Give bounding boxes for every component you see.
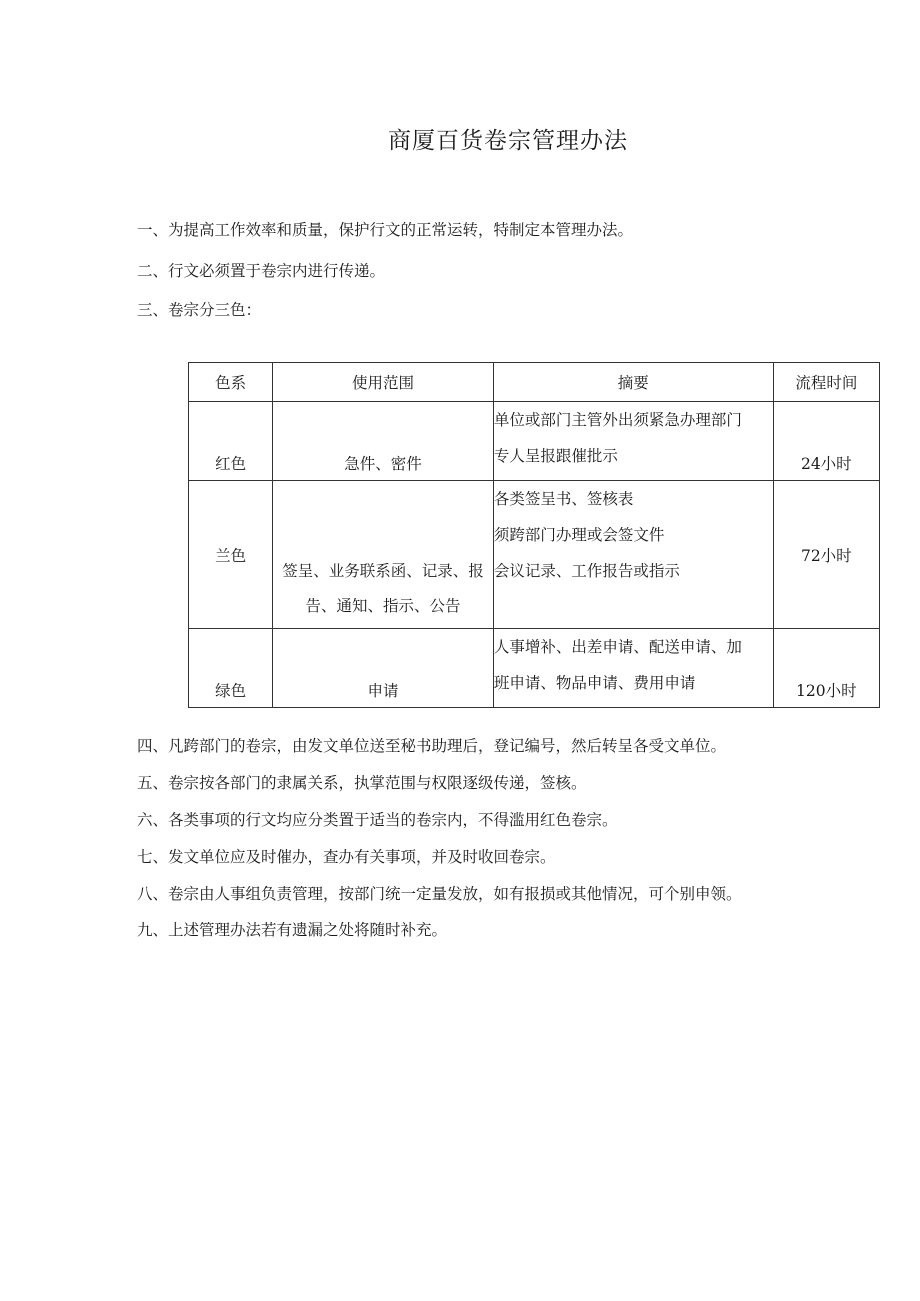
paragraph-4: 四、凡跨部门的卷宗，由发文单位送至秘书助理后，登记编号，然后转呈各受文单位。 [137, 737, 727, 755]
cell-time-blue: 72小时 [773, 481, 879, 629]
paragraph-3: 三、卷宗分三色： [137, 301, 262, 319]
paragraph-6: 六、各类事项的行文均应分类置于适当的卷宗内，不得滥用红色卷宗。 [137, 811, 618, 829]
summary-line: 班申请、物品申请、费用申请 [493, 674, 696, 692]
cell-scope-red: 急件、密件 [273, 402, 494, 481]
table-row-green [189, 629, 880, 708]
table-header-row [189, 363, 880, 402]
header-time: 流程时间 [773, 363, 879, 402]
cell-summary-green [493, 629, 773, 708]
summary-line: 专人呈报跟催批示 [493, 447, 618, 465]
paragraph-9: 九、上述管理办法若有遗漏之处将随时补充。 [137, 921, 448, 939]
paragraph-1: 一、为提高工作效率和质量，保护行文的正常运转，特制定本管理办法。 [137, 221, 634, 239]
paragraph-5: 五、卷宗按各部门的隶属关系，执掌范围与权限逐级传递，签核。 [137, 774, 587, 792]
table-row-red [189, 402, 880, 481]
summary-line: 人事增补、出差申请、配送申请、加 [493, 638, 742, 656]
header-scope: 使用范围 [273, 363, 494, 402]
paragraph-2: 二、行文必须置于卷宗内进行传递。 [137, 262, 386, 280]
cell-time-green: 120小时 [773, 629, 879, 708]
cell-color-red: 红色 [189, 402, 273, 481]
summary-line: 各类签呈书、签核表 [493, 490, 634, 508]
cell-scope-green: 申请 [273, 629, 494, 708]
summary-line: 须跨部门办理或会签文件 [493, 526, 665, 544]
table-row-blue [189, 481, 880, 629]
summary-line: 会议记录、工作报告或指示 [493, 562, 680, 580]
paragraph-7: 七、发文单位应及时催办，查办有关事项，并及时收回卷宗。 [137, 848, 556, 866]
cell-summary-blue [493, 481, 773, 629]
header-summary: 摘要 [493, 363, 773, 402]
header-color: 色系 [189, 363, 273, 402]
cell-color-green: 绿色 [189, 629, 273, 708]
cell-summary-red [493, 402, 773, 481]
paragraph-8: 八、卷宗由人事组负责管理，按部门统一定量发放，如有报损或其他情况，可个别申领。 [137, 885, 742, 903]
cell-time-red: 24小时 [773, 402, 879, 481]
cell-color-blue: 兰色 [189, 481, 273, 629]
document-title: 商厦百货卷宗管理办法 [388, 128, 628, 154]
cell-scope-blue: 签呈、业务联系函、记录、报告、通知、指示、公告 [273, 481, 494, 629]
summary-line: 单位或部门主管外出须紧急办理部门 [493, 411, 742, 429]
folder-color-table [188, 362, 880, 708]
